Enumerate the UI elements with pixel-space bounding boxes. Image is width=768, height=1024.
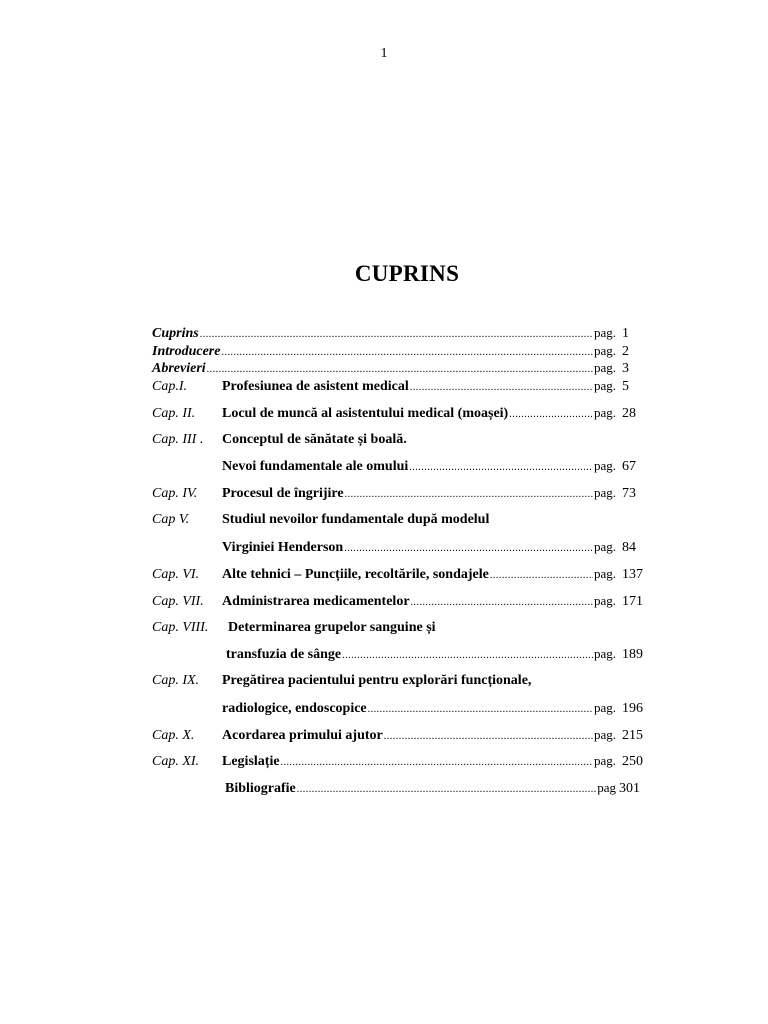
toc-entry-title: Nevoi fundamentale ale omului xyxy=(222,459,409,474)
toc-pag-label: pag. xyxy=(593,753,616,768)
toc-pag-label: pag. xyxy=(593,360,616,375)
toc-entry-cap-6[interactable] xyxy=(152,566,652,584)
toc-entry-cap-5[interactable] xyxy=(152,512,652,530)
toc-pag-label: pag. xyxy=(593,405,616,420)
toc-entry-cap-1[interactable] xyxy=(152,378,652,396)
toc-pag-label: pag. xyxy=(593,378,616,393)
toc-page-number: 196 xyxy=(622,701,643,716)
toc-page-number: 1 xyxy=(622,326,629,341)
toc-entry-title: Determinarea grupelor sanguine și xyxy=(228,620,436,635)
toc-page-number: 73 xyxy=(622,486,636,501)
toc-pag-label: pag. xyxy=(593,646,616,661)
dot-leader xyxy=(409,462,593,473)
dot-leader xyxy=(221,347,593,358)
chapter-label: Cap. X. xyxy=(152,728,195,743)
toc-entry-title: Legislație xyxy=(222,754,280,769)
toc-page-number: 5 xyxy=(622,379,629,394)
toc-entry-title: Locul de muncă al asistentului medical (moașei) xyxy=(222,406,509,421)
toc-entry-cap-9-continued[interactable] xyxy=(152,700,652,718)
dot-leader xyxy=(297,784,596,795)
toc-page-number: 84 xyxy=(622,540,636,555)
toc-page-number: 189 xyxy=(622,647,643,662)
toc-page-number: 2 xyxy=(622,344,629,359)
toc-entry-title: Studiul nevoilor fundamentale după modelul xyxy=(222,512,490,527)
dot-leader xyxy=(410,382,593,393)
toc-entry-title: Virginiei Henderson xyxy=(222,540,344,555)
toc-entry-title: Pregătirea pacientului pentru explorări funcționale, xyxy=(222,673,532,688)
toc-entry-cap-9[interactable] xyxy=(152,673,652,691)
toc-entry-introducere[interactable] xyxy=(152,343,652,361)
dot-leader xyxy=(411,597,593,608)
toc-page-number: 250 xyxy=(622,754,643,769)
toc-entry-cap-11[interactable] xyxy=(152,753,652,771)
toc-entry-cap-5-continued[interactable] xyxy=(152,539,652,557)
dot-leader xyxy=(281,757,593,768)
toc-entry-cuprins[interactable] xyxy=(152,325,652,343)
dot-leader xyxy=(342,650,593,661)
toc-pag-label: pag. xyxy=(593,566,616,581)
toc-entry-cap-10[interactable] xyxy=(152,727,652,745)
toc-page-number: 137 xyxy=(622,567,643,582)
toc-entry-title: Profesiunea de asistent medical xyxy=(222,379,409,394)
toc-entry-title: Introducere xyxy=(152,344,221,359)
toc-pag-label: pag. xyxy=(593,727,616,742)
page-title: CUPRINS xyxy=(354,261,460,286)
chapter-label: Cap. VIII. xyxy=(152,620,209,635)
toc-pag-label: pag. xyxy=(593,458,616,473)
toc-entry-title: transfuzia de sânge xyxy=(226,647,342,662)
chapter-label: Cap.I. xyxy=(152,379,187,394)
toc-entry-cap-8[interactable] xyxy=(152,620,652,638)
dot-leader xyxy=(345,489,593,500)
dot-leader xyxy=(509,409,593,420)
toc-entry-cap-4[interactable] xyxy=(152,485,652,503)
toc-entry-title: Bibliografie xyxy=(225,781,296,796)
toc-pag-label: pag. xyxy=(593,593,616,608)
dot-leader xyxy=(368,704,593,715)
toc-pag-label: pag xyxy=(597,780,616,795)
toc-entry-cap-7[interactable] xyxy=(152,593,652,611)
toc-entry-title: Procesul de îngrijire xyxy=(222,486,344,501)
toc-entry-title: Alte tehnici – Puncțiile, recoltările, sondajele xyxy=(222,567,489,582)
chapter-label: Cap. II. xyxy=(152,406,196,421)
chapter-label: Cap V. xyxy=(152,512,190,527)
toc-entry-cap-3-continued[interactable] xyxy=(152,458,652,476)
dot-leader xyxy=(200,329,593,340)
toc-page-number: 171 xyxy=(622,594,643,609)
toc-entry-cap-3[interactable] xyxy=(152,432,652,450)
toc-page-number: 67 xyxy=(622,459,636,474)
toc-pag-label: pag. xyxy=(593,539,616,554)
toc-entry-title: Administrarea medicamentelor xyxy=(222,594,410,609)
toc-page-number: 3 xyxy=(622,361,629,376)
toc-entry-cap-2[interactable] xyxy=(152,405,652,423)
dot-leader xyxy=(207,364,593,375)
toc-entry-abrevieri[interactable] xyxy=(152,360,652,378)
toc-entry-title: Abrevieri xyxy=(152,361,206,376)
page-number: 1 xyxy=(380,46,388,61)
toc-entry-title: Conceptul de sănătate și boală. xyxy=(222,432,407,447)
toc-page-number: 215 xyxy=(622,728,643,743)
chapter-label: Cap. XI. xyxy=(152,754,200,769)
toc-page-number: 301 xyxy=(619,781,640,796)
toc-pag-label: pag. xyxy=(593,485,616,500)
toc-pag-label: pag. xyxy=(593,343,616,358)
toc-entry-title: radiologice, endoscopice xyxy=(222,701,367,716)
toc-entry-cap-8-continued[interactable] xyxy=(152,646,652,664)
toc-page-number: 28 xyxy=(622,406,636,421)
chapter-label: Cap. III . xyxy=(152,432,204,447)
chapter-label: Cap. VII. xyxy=(152,594,204,609)
chapter-label: Cap. IX. xyxy=(152,673,200,688)
chapter-label: Cap. VI. xyxy=(152,567,200,582)
dot-leader xyxy=(344,543,593,554)
toc-pag-label: pag. xyxy=(593,700,616,715)
chapter-label: Cap. IV. xyxy=(152,486,198,501)
dot-leader xyxy=(490,570,593,581)
dot-leader xyxy=(384,731,593,742)
toc-entry-title: Cuprins xyxy=(152,326,199,341)
toc-entry-title: Acordarea primului ajutor xyxy=(222,728,383,743)
toc-pag-label: pag. xyxy=(593,325,616,340)
toc-entry-bibliografie[interactable] xyxy=(152,780,652,798)
